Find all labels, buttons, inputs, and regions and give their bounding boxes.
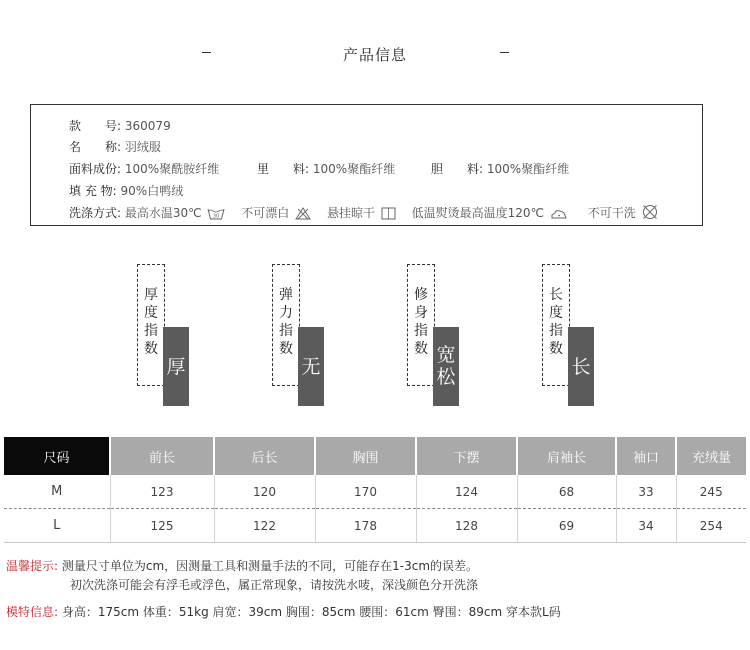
index-value: 宽 松: [436, 344, 456, 388]
table-cell: 245: [676, 475, 746, 509]
style-number-value: 360079: [124, 119, 171, 133]
care-bleach-text: 不可漂白: [241, 206, 290, 220]
care-label: 洗涤方式: [69, 206, 118, 220]
model-info: [6, 603, 561, 620]
table-row: [4, 509, 746, 543]
header-size: 尺码: [4, 437, 110, 475]
length-index-card: [542, 264, 602, 408]
fabric-label: 面料成份: [69, 162, 118, 176]
tips-line-2: [70, 576, 478, 593]
filling-label: 填 充 物: [69, 184, 113, 198]
hang-dry-icon: [381, 207, 396, 220]
lining-value: 100%聚酯纤维: [312, 162, 396, 176]
table-cell: 178: [315, 509, 416, 543]
elasticity-index-card: [272, 264, 332, 408]
table-cell: 34: [616, 509, 676, 543]
model-text: 身高：175cm 体重：51kg 肩宽：39cm 胸围：85cm 腰围：61cm 臀围：89cm 穿本款L码: [61, 605, 561, 619]
index-label: 修 身 指 数: [414, 287, 428, 357]
care-iron-text: 低温熨烫最高温度120℃: [411, 206, 545, 220]
liner-label: 胆 料: [431, 162, 480, 176]
table-cell: 122: [214, 509, 315, 543]
index-value: 无: [301, 356, 321, 378]
header-dash-right: [500, 52, 509, 53]
section-title: 产品信息: [342, 46, 407, 64]
table-cell: 125: [110, 509, 214, 543]
fabric-row: 面料成份: 100%聚酰胺纤维: [69, 162, 220, 176]
care-dryclean-text: 不可干洗: [587, 206, 636, 220]
svg-text:30: 30: [213, 213, 220, 220]
tips-line-1: [6, 557, 478, 574]
table-cell: 68: [517, 475, 616, 509]
fit-index-card: [407, 264, 467, 408]
lining-label: 里 料: [257, 162, 306, 176]
no-bleach-icon: [295, 207, 311, 220]
table-cell: 254: [676, 509, 746, 543]
care-dry-text: 悬挂晾干: [326, 206, 375, 220]
header-cuff: 袖口: [616, 437, 676, 475]
table-row: [4, 475, 746, 509]
table-cell: L: [4, 509, 110, 543]
liner-value: 100%聚酯纤维: [486, 162, 570, 176]
index-value: 厚: [166, 356, 186, 378]
index-value: 长: [571, 356, 591, 378]
name-value: 羽绒服: [124, 140, 161, 154]
lining-row: 里 料: 100%聚酯纤维: [257, 162, 396, 176]
name-label: 名 称: [69, 140, 118, 154]
index-label: 厚 度 指 数: [144, 287, 158, 357]
header-fill-weight: 充绒量: [676, 437, 746, 475]
header-shoulder-sleeve: 肩袖长: [517, 437, 616, 475]
care-wash-text: 最高水温30℃: [124, 206, 202, 220]
tips-label: 温馨提示:: [6, 559, 59, 573]
care-row: 洗涤方式: 最高水温30℃ 30 不可漂白 悬挂晾干 低温熨烫最高温度120℃ 不可干洗: [69, 204, 658, 221]
header-back-length: 后长: [214, 437, 315, 475]
tips-text-2: 初次洗涤可能会有浮毛或浮色，属正常现象，请按洗水唛，深浅颜色分开洗涤: [70, 578, 479, 592]
table-cell: 170: [315, 475, 416, 509]
header-chest: 胸围: [315, 437, 416, 475]
table-cell: 124: [416, 475, 517, 509]
fabric-value: 100%聚酰胺纤维: [124, 162, 220, 176]
table-header-row: [4, 437, 746, 475]
header-front-length: 前长: [110, 437, 214, 475]
table-cell: M: [4, 475, 110, 509]
iron-low-icon: [550, 207, 568, 220]
filling-row: 填 充 物: 90%白鸭绒: [69, 184, 184, 198]
table-cell: 123: [110, 475, 214, 509]
filling-value: 90%白鸭绒: [120, 184, 184, 198]
thickness-index-card: [137, 264, 197, 408]
header-hem: 下摆: [416, 437, 517, 475]
table-cell: 128: [416, 509, 517, 543]
index-label: 弹 力 指 数: [279, 287, 293, 357]
table-cell: 120: [214, 475, 315, 509]
no-dry-clean-icon: [642, 204, 658, 220]
product-info-box: [30, 104, 703, 226]
liner-row: 胆 料: 100%聚酯纤维: [431, 162, 570, 176]
tips-text-1: 测量尺寸单位为cm，因测量工具和测量手法的不同，可能存在1-3cm的误差。: [61, 559, 479, 573]
style-number-row: 款 号: 360079: [69, 119, 171, 133]
wash-30-icon: [207, 207, 225, 220]
model-label: 模特信息:: [6, 605, 59, 619]
table-cell: 69: [517, 509, 616, 543]
size-table: [4, 437, 746, 543]
style-number-label: 款 号: [69, 119, 118, 133]
table-cell: 33: [616, 475, 676, 509]
name-row: 名 称: 羽绒服: [69, 140, 161, 154]
index-label: 长 度 指 数: [549, 287, 563, 357]
